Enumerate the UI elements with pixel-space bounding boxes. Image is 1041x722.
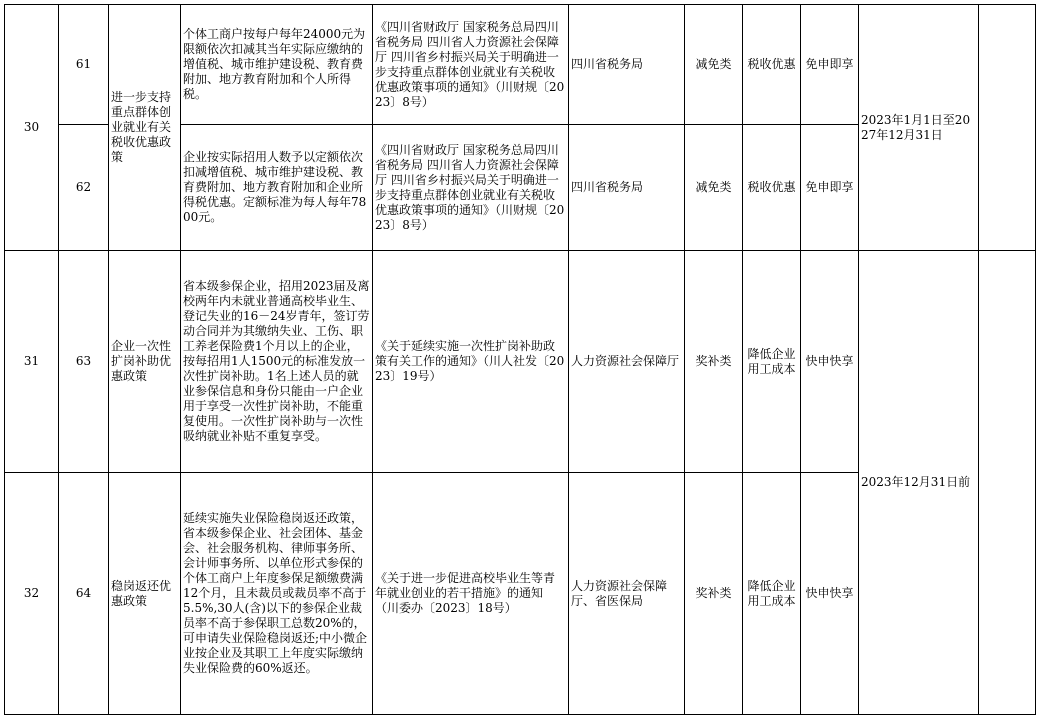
policy-content-cell: 企业按实际招用人数予以定额依次扣减增值税、城市维护建设税、教育费附加、地方教育附加和企业所得税优惠。定额标准为每人每年7800元。	[181, 125, 373, 251]
item-number-cell: 62	[59, 125, 109, 251]
method-cell: 免申即享	[801, 5, 859, 125]
period-cell: 2023年1月1日至2027年12月31日	[859, 5, 979, 251]
type-cell: 减免类	[685, 125, 743, 251]
policy-basis-cell: 《关于延续实施一次性扩岗补助政策有关工作的通知》（川人社发〔2023〕19号）	[373, 251, 569, 473]
policy-content-cell: 个体工商户按每户每年24000元为限额依次扣减其当年实际应缴纳的增值税、城市维护建设税、教育费附加、地方教育附加和个人所得税。	[181, 5, 373, 125]
remarks-cell	[979, 251, 1036, 715]
department-cell: 四川省税务局	[569, 5, 685, 125]
table-row	[5, 5, 1036, 125]
policy-table	[4, 4, 1036, 715]
category-cell: 税收优惠	[743, 5, 801, 125]
policy-content-cell: 延续实施失业保险稳岗返还政策，省本级参保企业、社会团体、基金会、社会服务机构、律师事务所、会计师事务所、以单位形式参保的个体工商户上年度参保足额缴费满12个月，且未裁员或裁员率不高于5.5%,30人(含)以下的参保企业裁员率不高于参保职工总数20%的，可申请失业保险稳岗返还;中小微企业按企业及其职工上年度实际缴纳失业保险费的60%返还。	[181, 473, 373, 715]
table-row	[5, 251, 1036, 473]
group-number-cell: 30	[5, 5, 59, 251]
item-number-cell: 64	[59, 473, 109, 715]
policy-basis-cell: 《四川省财政厅 国家税务总局四川省税务局 四川省人力资源社会保障厅 四川省乡村振兴局关于明确进一步支持重点群体创业就业有关税收优惠政策事项的通知》（川财规〔2023〕8号）	[373, 5, 569, 125]
remarks-cell	[979, 5, 1036, 251]
category-cell: 降低企业用工成本	[743, 473, 801, 715]
type-cell: 奖补类	[685, 251, 743, 473]
category-cell: 降低企业用工成本	[743, 251, 801, 473]
type-cell: 奖补类	[685, 473, 743, 715]
policy-basis-cell: 《关于进一步促进高校毕业生等青年就业创业的若干措施》的通知（川委办〔2023〕18号）	[373, 473, 569, 715]
method-cell: 免申即享	[801, 125, 859, 251]
method-cell: 快申快享	[801, 251, 859, 473]
department-cell: 人力资源社会保障厅	[569, 251, 685, 473]
item-number-cell: 63	[59, 251, 109, 473]
period-cell: 2023年12月31日前	[859, 251, 979, 715]
department-cell: 四川省税务局	[569, 125, 685, 251]
policy-name-cell: 企业一次性扩岗补助优惠政策	[109, 251, 181, 473]
item-number-cell: 61	[59, 5, 109, 125]
policy-basis-cell: 《四川省财政厅 国家税务总局四川省税务局 四川省人力资源社会保障厅 四川省乡村振兴局关于明确进一步支持重点群体创业就业有关税收优惠政策事项的通知》（川财规〔2023〕8号）	[373, 125, 569, 251]
method-cell: 快申快享	[801, 473, 859, 715]
type-cell: 减免类	[685, 5, 743, 125]
policy-content-cell: 省本级参保企业，招用2023届及离校两年内未就业普通高校毕业生、登记失业的16－24岁青年，签订劳动合同并为其缴纳失业、工伤、职工养老保险费1个月以上的企业，按每招用1人1500元的标准发放一次性扩岗补助。1名上述人员的就业参保信息和身份只能由一户企业用于享受一次性扩岗补助，不能重复使用。一次性扩岗补助与一次性吸纳就业补贴不重复享受。	[181, 251, 373, 473]
category-cell: 税收优惠	[743, 125, 801, 251]
policy-name-cell: 稳岗返还优惠政策	[109, 473, 181, 715]
group-number-cell: 31	[5, 251, 59, 473]
department-cell: 人力资源社会保障厅、省医保局	[569, 473, 685, 715]
group-number-cell: 32	[5, 473, 59, 715]
policy-name-cell: 进一步支持重点群体创业就业有关税收优惠政策	[109, 5, 181, 251]
